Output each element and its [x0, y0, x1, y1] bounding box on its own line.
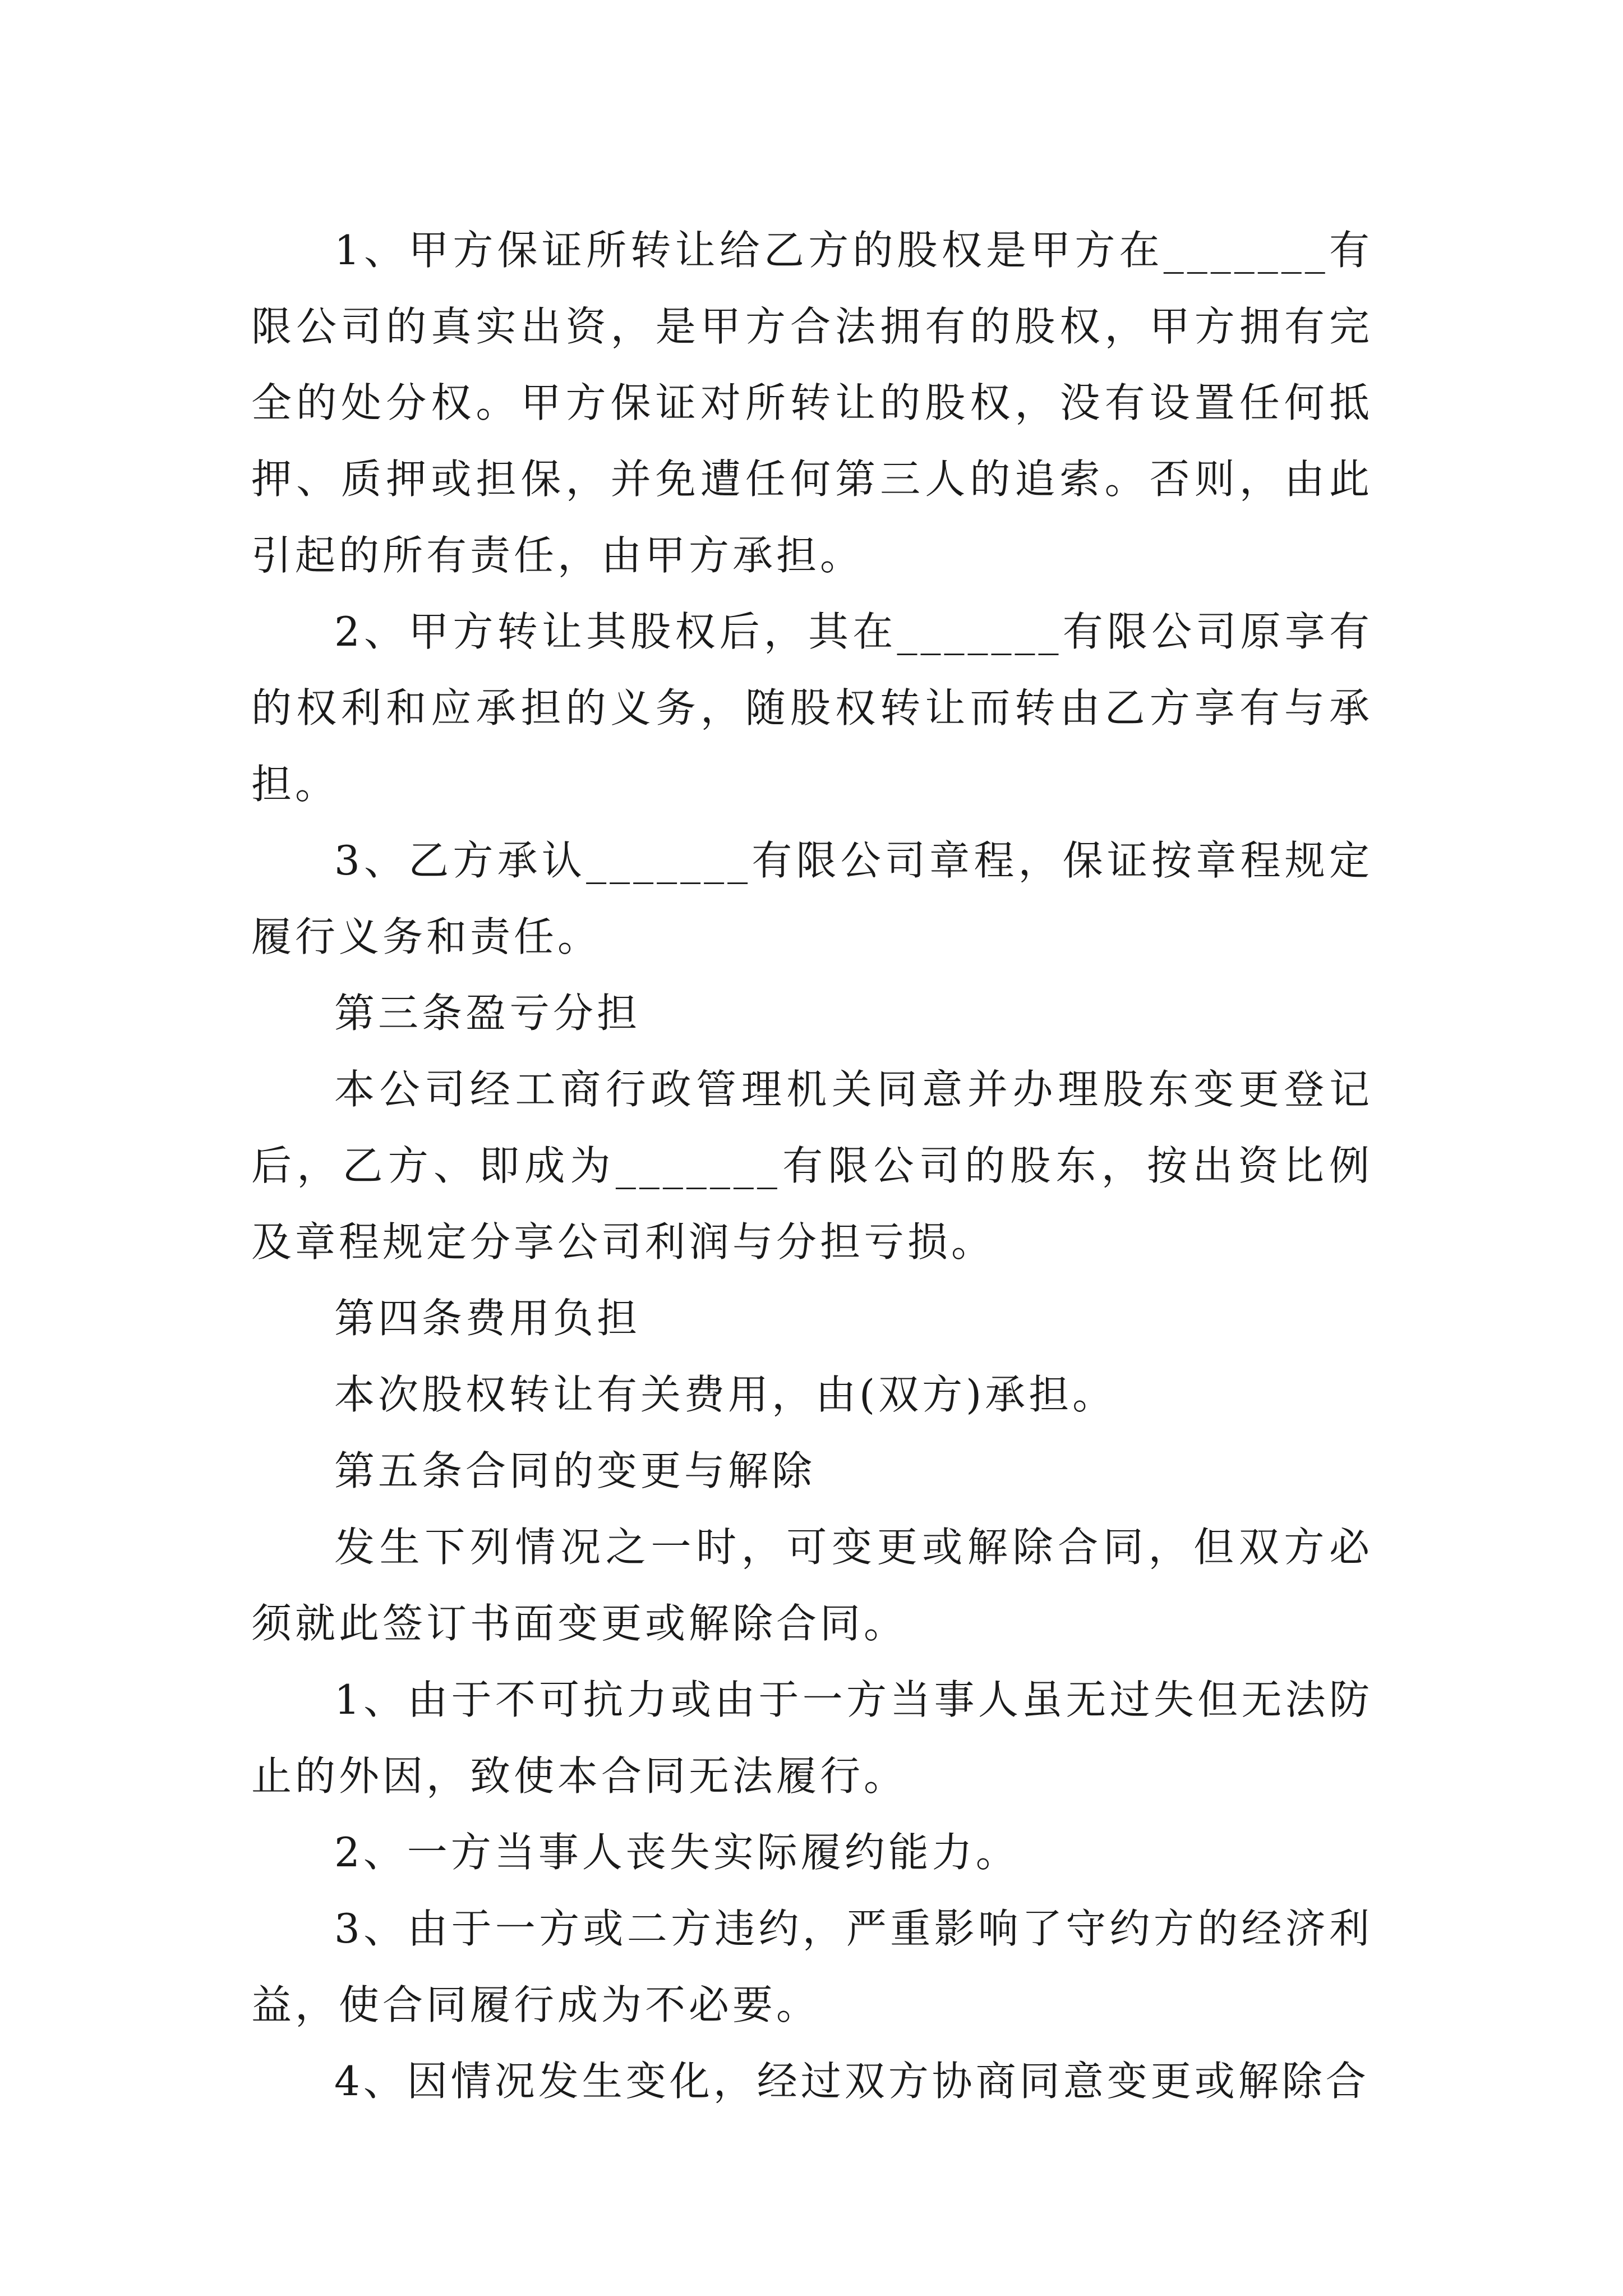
- clause-1-warranty: 1、甲方保证所转让给乙方的股权是甲方在_______有限公司的真实出资，是甲方合法拥有的股权，甲方拥有完全的处分权。甲方保证对所转让的股权，没有设置任何抵押、质押或担保，并免遭任何第三人的追索。否则，由此引起的所有责任，由甲方承担。: [251, 227, 1373, 579]
- article-5-item-1: 1、由于不可抗力或由于一方当事人虽无过失但无法防止的外因，致使本合同无法履行。: [251, 1676, 1373, 1800]
- document-page: [251, 212, 1373, 2119]
- article-5-item-4: 4、因情况发生变化，经过双方协商同意变更或解除合: [334, 2058, 1370, 2105]
- article-4-body: 本次股权转让有关费用，由(双方)承担。: [334, 1371, 1117, 1418]
- article-3-body: 本公司经工商行政管理机关同意并办理股东变更登记后，乙方、即成为_______有限公司的股东，按出资比例及章程规定分享公司利润与分担亏损。: [251, 1066, 1373, 1266]
- article-4-heading: 第四条费用负担: [334, 1295, 641, 1342]
- clause-3-articles: 3、乙方承认_______有限公司章程，保证按章程规定履行义务和责任。: [251, 837, 1373, 960]
- article-3-heading: 第三条盈亏分担: [334, 990, 641, 1037]
- clause-2-rights-transfer: 2、甲方转让其股权后，其在_______有限公司原享有的权利和应承担的义务，随股权转让而转由乙方享有与承担。: [251, 608, 1373, 808]
- article-5-item-2: 2、一方当事人丧失实际履约能力。: [334, 1829, 1020, 1876]
- article-5-item-3: 3、由于一方或二方违约，严重影响了守约方的经济利益，使合同履行成为不必要。: [251, 1905, 1373, 2028]
- article-5-heading: 第五条合同的变更与解除: [334, 1447, 816, 1494]
- article-5-intro: 发生下列情况之一时，可变更或解除合同，但双方必须就此签订书面变更或解除合同。: [251, 1524, 1373, 1647]
